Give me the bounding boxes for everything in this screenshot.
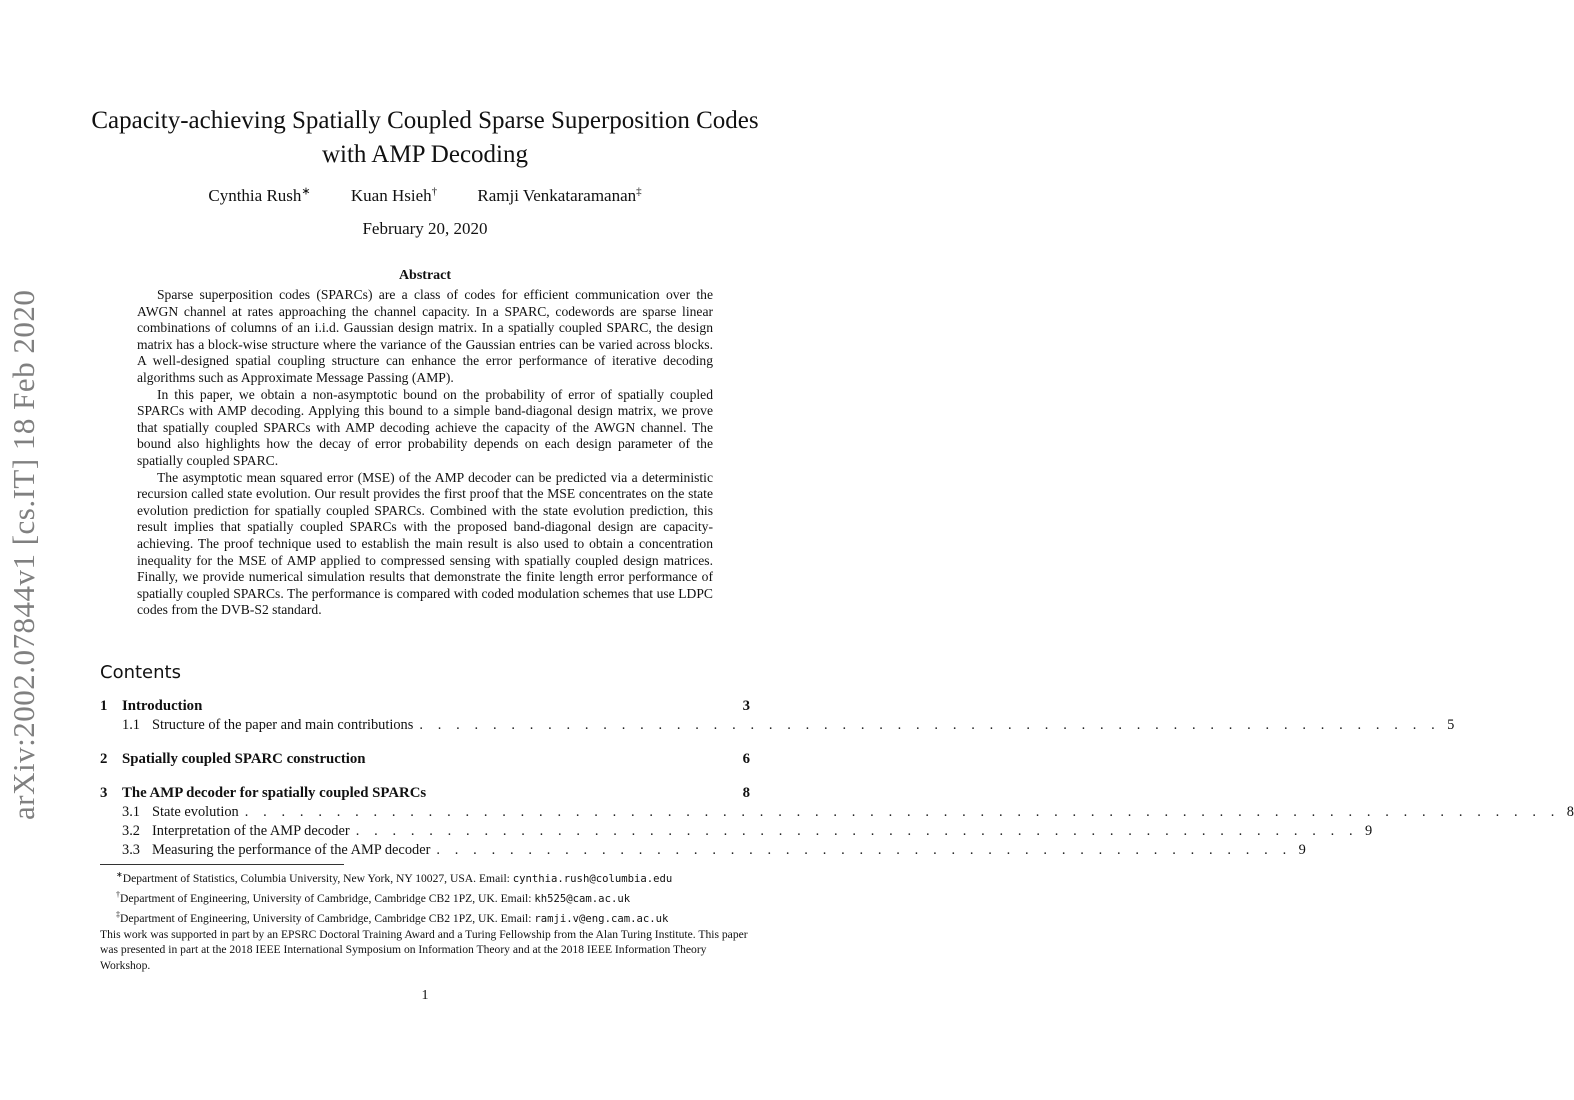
- contents-heading: Contents: [100, 662, 181, 683]
- author: [477, 186, 641, 205]
- toc-dot-leader: . . . . . . . . . . . . . . . . . . . . . . . . . . . . . . . . . . . . . . . . . . . . . . . . . . . . . . .: [355, 823, 1359, 839]
- abstract-heading: Abstract: [398, 268, 452, 283]
- toc-number: 3: [100, 785, 108, 801]
- footnote-affiliation: [100, 887, 750, 907]
- toc-page-number: 9: [1298, 842, 1306, 858]
- author-list: [60, 184, 790, 206]
- abstract-paragraph: Sparse superposition codes (SPARCs) are a class of codes for efficient communication over the AWGN channel at rates approaching the channel capacity. In a SPARC, codewords are sparse linear combinations of columns of an i.i.d. Gaussian design matrix. In a spatially coupled SPARC, the design matrix has a block-wise structure where the variance of the Gaussian entries can be varied across blocks. A well-designed spatial coupling structure can enhance the error performance of iterative decoding algorithms such as Approximate Message Passing (AMP).: [137, 287, 713, 385]
- footnote-affiliation: [100, 867, 750, 887]
- arxiv-identifier-stamp: arXiv:2002.07844v1 [cs.IT] 18 Feb 2020: [6, 289, 41, 820]
- footnote-text: Department of Statistics, Columbia University, New York, NY 10027, USA. Email:: [122, 871, 513, 885]
- title-line-2: with AMP Decoding: [321, 141, 529, 168]
- footnote-divider: [100, 864, 344, 865]
- author: [351, 186, 437, 205]
- toc-dot-leader: . . . . . . . . . . . . . . . . . . . . . . . . . . . . . . . . . . . . . . . . . . . . . . . . . . . . . . . .: [419, 717, 1441, 733]
- paper-title: [60, 104, 790, 172]
- toc-number: 2: [100, 751, 108, 767]
- author-footnote-mark: ∗: [301, 185, 311, 197]
- toc-entry[interactable]: [100, 717, 1455, 737]
- toc-title: Measuring the performance of the AMP decoder: [152, 842, 431, 858]
- toc-number: 3.3: [122, 842, 140, 858]
- toc-title: Structure of the paper and main contributions: [152, 717, 414, 733]
- toc-title: Spatially coupled SPARC construction: [122, 751, 366, 767]
- title-line-1: Capacity-achieving Spatially Coupled Sparse Superposition Codes: [91, 107, 759, 134]
- footnotes: [100, 867, 750, 973]
- toc-number: 3.1: [122, 804, 140, 820]
- footnote-mark: ∗: [116, 870, 123, 879]
- toc-number: 3.2: [122, 823, 140, 839]
- funding-acknowledgement: This work was supported in part by an EPSRC Doctoral Training Award and a Turing Fellowship from the Alan Turing Institute. This paper was presented in part at the 2018 IEEE International Symposium on Information Theory and at the 2018 IEEE Information Theory Workshop.: [100, 928, 748, 972]
- email-link[interactable]: kh525@cam.ac.uk: [534, 892, 631, 905]
- toc-page-number: 5: [1447, 717, 1455, 733]
- abstract-paragraph: In this paper, we obtain a non-asymptotic bound on the probability of error of spatially coupled SPARCs with AMP decoding. Applying this bound to a simple band-diagonal design matrix, we prove that spatially coupled SPARCs with AMP decoding achieve the capacity of the AWGN channel. The bound also highlights how the decay of error probability depends on each design parameter of the spatially coupled SPARC.: [137, 386, 713, 468]
- footnote-mark: †: [116, 890, 120, 900]
- author-name: Kuan Hsieh: [350, 185, 432, 205]
- page-number: 1: [421, 988, 429, 1003]
- author: [208, 186, 310, 205]
- toc-entry[interactable]: [100, 698, 750, 718]
- toc-number: 1.1: [122, 717, 140, 733]
- footnote-mark: ‡: [116, 910, 120, 920]
- toc-entry[interactable]: [100, 842, 1306, 862]
- toc-title: Introduction: [122, 698, 203, 714]
- toc-title: The AMP decoder for spatially coupled SPARCs: [122, 785, 427, 801]
- author-footnote-mark: †: [431, 185, 438, 197]
- toc-dot-leader: . . . . . . . . . . . . . . . . . . . . . . . . . . . . . . . . . . . . . . . . . . . . . . .: [436, 842, 1292, 858]
- email-link[interactable]: cynthia.rush@columbia.edu: [512, 872, 673, 885]
- abstract-body: [137, 287, 713, 619]
- toc-page-number: 6: [742, 751, 750, 767]
- toc-page-number: 9: [1365, 823, 1373, 839]
- toc-entry[interactable]: [100, 751, 750, 771]
- author-footnote-mark: ‡: [636, 185, 642, 197]
- toc-page-number: 8: [742, 785, 750, 801]
- author-name: Ramji Venkataramanan: [477, 185, 637, 205]
- email-link[interactable]: ramji.v@eng.cam.ac.uk: [534, 912, 669, 925]
- toc-number: 1: [100, 698, 108, 714]
- toc-dot-leader: . . . . . . . . . . . . . . . . . . . . . . . . . . . . . . . . . . . . . . . . . . . . . . . . . . . . . . . . . . . . . . . . . . . . . . . .: [244, 804, 1560, 820]
- abstract-paragraph: The asymptotic mean squared error (MSE) of the AMP decoder can be predicted via a deterministic recursion called state evolution. Our result provides the first proof that the MSE concentrates on the state evolution prediction for spatially coupled SPARCs. Combined with the state evolution prediction, this result implies that spatially coupled SPARCs with the proposed band-diagonal design are capacity-achieving. The proof technique used to establish the main result is also used to obtain a concentration inequality for the MSE of AMP applied to compressed sensing with spatially coupled design matrices. Finally, we provide numerical simulation results that demonstrate the finite length error performance of spatially coupled SPARCs. The performance is compared with coded modulation schemes that use LDPC codes from the DVB-S2 standard.: [137, 469, 713, 618]
- toc-entry[interactable]: [100, 804, 1574, 824]
- footnote-affiliation: [100, 907, 750, 927]
- toc-title: Interpretation of the AMP decoder: [152, 823, 350, 839]
- footnote-text: Department of Engineering, University of Cambridge, Cambridge CB2 1PZ, UK. Email:: [120, 891, 535, 905]
- publication-date: February 20, 2020: [362, 219, 488, 238]
- toc-entry[interactable]: [100, 823, 1373, 843]
- toc-page-number: 8: [1566, 804, 1574, 820]
- toc-title: State evolution: [152, 804, 239, 820]
- toc-entry[interactable]: [100, 785, 750, 805]
- author-name: Cynthia Rush: [208, 185, 302, 205]
- toc-page-number: 3: [742, 698, 750, 714]
- footnote-text: Department of Engineering, University of Cambridge, Cambridge CB2 1PZ, UK. Email:: [120, 911, 535, 925]
